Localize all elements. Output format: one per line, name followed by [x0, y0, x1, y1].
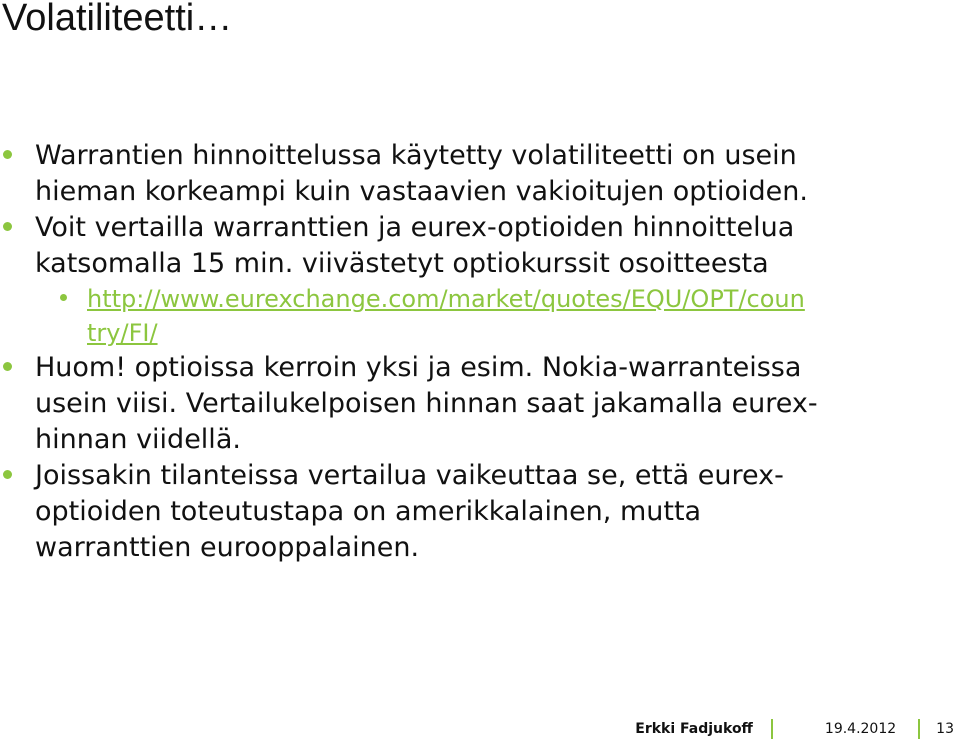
bullet-text-line: Voit vertailla warranttien ja eurex-optioiden hinnoittelua [35, 212, 795, 243]
bullet-dot-icon [3, 222, 12, 231]
bullet-text-line: hieman korkeampi kuin vastaavien vakioitujen optioiden. [35, 176, 808, 207]
link-text-line[interactable]: try/FI/ [87, 319, 158, 347]
bullet-text-line: Joissakin tilanteissa vertailua vaikeuttaa se, että eurex- [35, 460, 784, 491]
bullet-item [0, 210, 960, 282]
bullet-text-line: hinnan viidellä. [35, 424, 241, 455]
bullet-text-line: Huom! optioissa kerroin yksi ja esim. Nokia-warranteissa [35, 352, 802, 383]
bullet-list [0, 138, 960, 566]
bullet-dot-icon [3, 150, 12, 159]
bullet-item [0, 458, 960, 566]
bullet-item [0, 350, 960, 458]
sub-bullet-item [0, 282, 960, 350]
bullet-text-line: Warrantien hinnoittelussa käytetty volatiliteetti on usein [35, 140, 797, 171]
bullet-dot-icon [3, 470, 12, 479]
slide-footer [635, 718, 960, 740]
footer-date: 19.4.2012 [824, 721, 897, 737]
link-text-line[interactable]: http://www.eurexchange.com/market/quotes/EQU/OPT/coun [87, 285, 805, 313]
bullet-item [0, 138, 960, 210]
bullet-text-line: usein viisi. Vertailukelpoisen hinnan saat jakamalla eurex- [35, 388, 818, 419]
page-number: 13 [936, 721, 954, 737]
slide-title: Volatiliteetti… [2, 0, 233, 39]
footer-author: Erkki Fadjukoff [635, 721, 753, 737]
bullet-dot-icon [3, 362, 12, 371]
bullet-text-line: warranttien eurooppalainen. [35, 532, 420, 563]
bullet-text-line: katsomalla 15 min. viivästetyt optiokurssit osoitteesta [35, 248, 769, 279]
bullet-text-line: optioiden toteutustapa on amerikkalainen, mutta [35, 496, 702, 527]
eurex-quotes-link[interactable] [87, 282, 960, 350]
sub-bullet-dot-icon [60, 294, 67, 301]
